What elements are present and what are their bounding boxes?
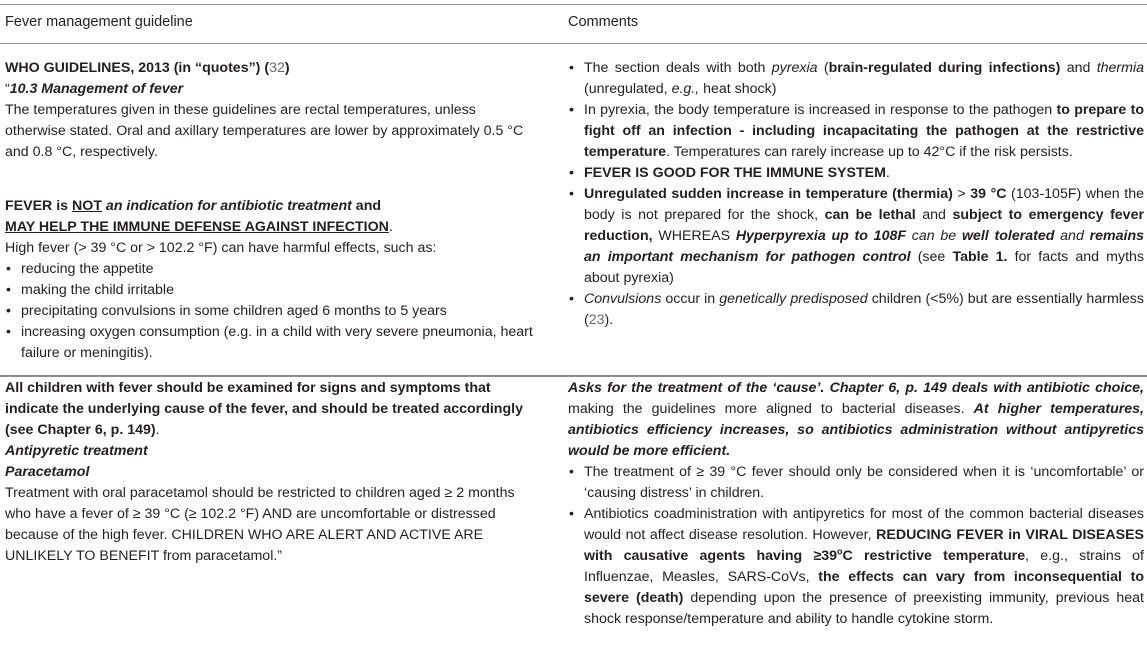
comments-list-1	[568, 58, 1144, 331]
who-title: WHO GUIDELINES, 2013 (in “quotes”) (32)	[5, 60, 290, 76]
table-1-link[interactable]: Table 1.	[952, 249, 1008, 265]
harmful-effects-list	[5, 259, 535, 364]
list-item: • increasing oxygen consumption (e.g. in a child with very severe pneumonia, heart failure or meningitis).	[5, 322, 535, 364]
header-rule	[0, 43, 1147, 44]
comments-list-2	[568, 462, 1144, 630]
list-item: • Convulsions occur in genetically predisposed children (<5%) but are essentially harmless (23).	[568, 289, 1144, 331]
paracetamol-treatment: Treatment with oral paracetamol should be restricted to children aged ≥ 2 months who have a fever of ≥ 39 °C (≥ 102.2 °F) AND are uncomfortable or distressed because of the high fever. CHILDREN WHO ARE ALERT AND ACTIVE ARE UNLIKELY TO BENEFIT from paracetamol.”	[5, 485, 515, 564]
cause-comment: Asks for the treatment of the ‘cause’. Chapter 6, p. 149 deals with antibiotic choice, making the guidelines more aligned to bacterial diseases. At higher temperatures, antibiotics efficiency increases, so antibiotics administration without antipyretics would be more efficient.	[568, 380, 1144, 459]
fever-statement: FEVER is NOT an indication for antibiotic treatment and MAY HELP THE IMMUNE DEFENSE AGAINST INFECTION.	[5, 198, 393, 235]
list-item: • Unregulated sudden increase in temperature (thermia) > 39 °C (103-105F) when the body is not prepared for the shock, can be lethal and subject to emergency fever reduction, WHEREAS Hyperpyrexia up to 108F can be well tolerated and remains an important mechanism for pathogen control (see Table 1. for facts and myths about pyrexia)	[568, 184, 1144, 289]
paracetamol-heading: Paracetamol	[5, 464, 90, 480]
list-item: • reducing the appetite	[5, 259, 535, 280]
list-item: • The section deals with both pyrexia (brain-regulated during infections) and thermia (unregulated, e.g., heat shock)	[568, 58, 1144, 100]
list-item: • precipitating convulsions in some children aged 6 months to 5 years	[5, 301, 535, 322]
header-comments: Comments	[568, 14, 639, 30]
temperature-note: The temperatures given in these guidelines are rectal temperatures, unless otherwise stated. Oral and axillary temperatures are lower by approximately 0.5 °C and 0.8 °C, respectively.	[5, 102, 524, 160]
examined-statement: All children with fever should be examined for signs and symptoms that indicate the underlying cause of the fever, and should be treated accordingly (see Chapter 6, p. 149).	[5, 380, 523, 438]
row1-guideline	[5, 58, 535, 364]
section-heading: “10.3 Management of fever	[5, 81, 184, 97]
ref-32[interactable]: 32	[269, 60, 285, 76]
table-top-rule	[0, 4, 1147, 5]
list-item: • Antibiotics coadministration with antipyretics for most of the common bacterial diseases would not affect disease resolution. However, REDUCING FEVER in VIRAL DISEASES with causative agents having $\ge 39^oC$ restrictive temperature, e.g., strains of Influenzae, Measles, SARS-CoVs, the effects can vary from inconsequential to severe (death) depending upon the presence of preexisting immunity, previous heat shock response/temperature and ability to handle cytokine storm.	[568, 504, 1144, 630]
header-guideline: Fever management guideline	[5, 14, 193, 30]
row1-comments	[568, 58, 1144, 331]
row2-comments	[568, 378, 1144, 630]
list-item: • making the child irritable	[5, 280, 535, 301]
row-separator	[0, 375, 1147, 377]
list-item: • The treatment of ≥ 39 °C fever should only be considered when it is ‘uncomfortable’ or ‘causing distress’ in children.	[568, 462, 1144, 504]
ref-23[interactable]: 23	[588, 312, 605, 328]
row2-guideline	[5, 378, 535, 567]
high-fever-note: High fever (> 39 °C or > 102.2 °F) can have harmful effects, such as:	[5, 240, 437, 256]
list-item: • FEVER IS GOOD FOR THE IMMUNE SYSTEM.	[568, 163, 1144, 184]
antipyretic-heading: Antipyretic treatment	[5, 443, 148, 459]
list-item: • In pyrexia, the body temperature is increased in response to the pathogen to prepare to fight off an infection - including incapacitating the pathogen at the restrictive temperature. Temperatures can rarely increase up to 42°C if the risk persists.	[568, 100, 1144, 163]
